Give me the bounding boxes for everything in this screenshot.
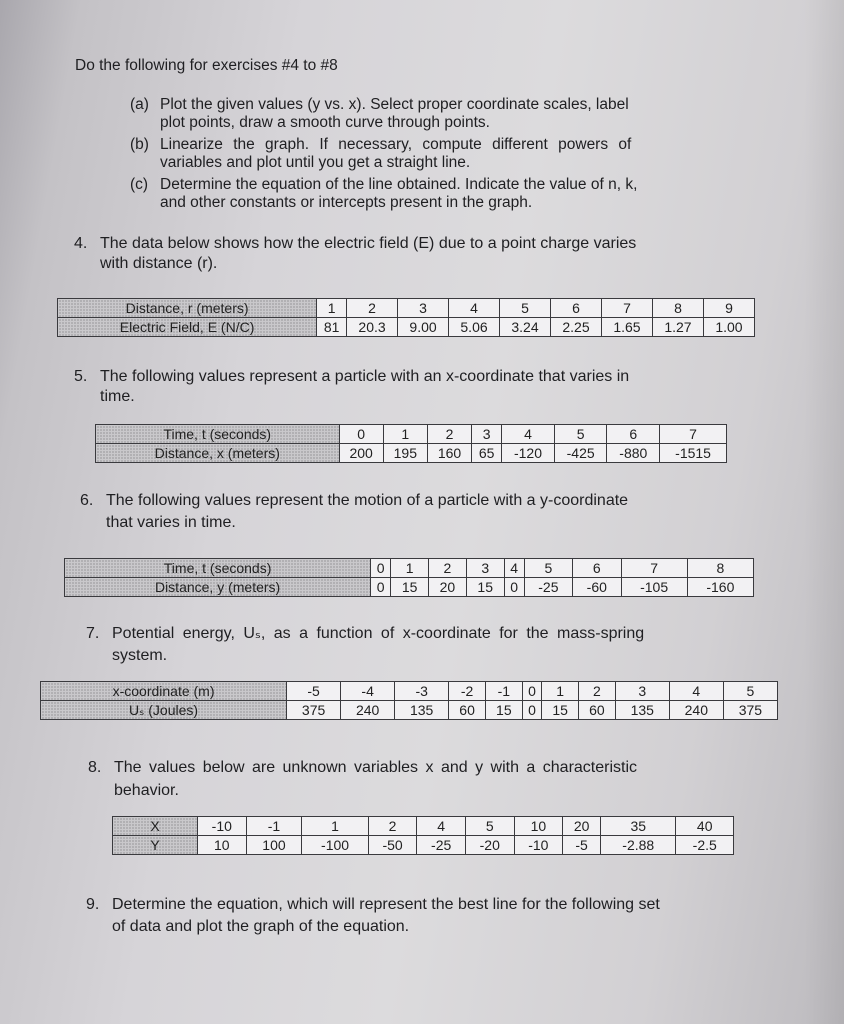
table-cell: -4 [341, 682, 395, 701]
table-cell: 1 [391, 559, 429, 578]
table-cell: 60 [449, 701, 486, 720]
instruction-label: (a) [130, 96, 149, 113]
exercise-text: time. [100, 388, 135, 405]
table-cell: 7 [660, 425, 727, 444]
table-cell: 5.06 [449, 318, 500, 337]
table-potential-energy [40, 681, 778, 720]
table-unknown-variables [112, 816, 734, 855]
table-cell: 375 [287, 701, 341, 720]
table-cell: -25 [524, 578, 572, 597]
table-cell: 7 [621, 559, 687, 578]
table-cell: 60 [579, 701, 616, 720]
exercise-text: Potential energy, Uₛ, as a function of x-coordinate for the mass-spring [112, 625, 645, 642]
table-cell: -10 [514, 836, 563, 855]
table-cell: 160 [427, 444, 471, 463]
table-cell: -3 [395, 682, 449, 701]
table-cell: 8 [652, 299, 703, 318]
table-cell: 5 [500, 299, 551, 318]
table-cell: 3 [398, 299, 449, 318]
table-cell: 375 [723, 701, 777, 720]
row-header: Uₛ (Joules) [41, 701, 287, 720]
table-cell: 240 [341, 701, 395, 720]
table-cell: 2 [579, 682, 616, 701]
table-cell: 100 [246, 836, 302, 855]
table-cell: 15 [542, 701, 579, 720]
table-cell: 240 [669, 701, 723, 720]
table-cell: -880 [607, 444, 660, 463]
table-cell: -5 [287, 682, 341, 701]
exercise-text: behavior. [114, 782, 179, 799]
exercise-text: with distance (r). [100, 255, 218, 272]
exercise-text: The data below shows how the electric field (E) due to a point charge varies [100, 235, 637, 252]
table-cell: -25 [417, 836, 466, 855]
table-cell: 3 [615, 682, 669, 701]
table-cell: 0 [504, 578, 524, 597]
table-cell: 8 [687, 559, 753, 578]
table-row [113, 836, 734, 855]
table-cell: 9.00 [398, 318, 449, 337]
table-cell: 5 [554, 425, 607, 444]
table-cell: -10 [198, 817, 247, 836]
exercise-text: The values below are unknown variables x and y with a characteristic [114, 759, 638, 776]
exercise-number: 5. [74, 368, 88, 385]
exercise-number: 7. [86, 625, 100, 642]
table-cell: -105 [621, 578, 687, 597]
table-cell: -1 [485, 682, 522, 701]
table-cell: -5 [563, 836, 601, 855]
table-cell: 10 [198, 836, 247, 855]
exercise-text: system. [112, 647, 168, 664]
table-cell: 81 [317, 318, 347, 337]
table-cell: 1.00 [703, 318, 754, 337]
page-shadow [804, 0, 844, 1024]
table-cell: 9 [703, 299, 754, 318]
table-cell: -2.88 [601, 836, 676, 855]
table-x-coordinate [95, 424, 727, 463]
table-cell: 1 [317, 299, 347, 318]
instruction-line: variables and plot until you get a straight line. [160, 154, 471, 171]
table-cell: 5 [723, 682, 777, 701]
table-cell: 195 [383, 444, 427, 463]
table-y-coordinate [64, 558, 754, 597]
instruction-label: (b) [130, 136, 149, 153]
table-cell: 20 [563, 817, 601, 836]
table-cell: -160 [687, 578, 753, 597]
table-cell: 0 [522, 682, 542, 701]
table-cell: 2 [429, 559, 467, 578]
exercise-text: that varies in time. [106, 514, 236, 531]
table-cell: 40 [676, 817, 734, 836]
table-cell: 3 [466, 559, 504, 578]
row-header: Electric Field, E (N/C) [58, 318, 317, 337]
table-row [65, 559, 754, 578]
row-header: Distance, r (meters) [58, 299, 317, 318]
table-cell: 7 [601, 299, 652, 318]
instruction-label: (c) [130, 176, 149, 193]
table-cell: 65 [472, 444, 502, 463]
table-cell: 4 [502, 425, 555, 444]
instruction-line: and other constants or intercepts present in the graph. [160, 194, 533, 211]
exercise-text: The following values represent a particle with an x-coordinate that varies in [100, 368, 630, 385]
table-cell: 1.27 [652, 318, 703, 337]
exercise-text: of data and plot the graph of the equation. [112, 918, 410, 935]
table-cell: 6 [551, 299, 602, 318]
table-cell: 3 [472, 425, 502, 444]
table-row [113, 817, 734, 836]
table-cell: 4 [669, 682, 723, 701]
table-cell: 6 [573, 559, 621, 578]
table-cell: -120 [502, 444, 555, 463]
table-cell: 6 [607, 425, 660, 444]
table-cell: 2 [347, 299, 398, 318]
row-header: Time, t (seconds) [65, 559, 371, 578]
table-row [41, 701, 778, 720]
table-cell: -2 [449, 682, 486, 701]
table-cell: -60 [573, 578, 621, 597]
row-header: Y [113, 836, 198, 855]
instruction-line: Plot the given values (y vs. x). Select proper coordinate scales, label [160, 96, 629, 113]
table-cell: 2.25 [551, 318, 602, 337]
table-cell: 20 [429, 578, 467, 597]
table-row [65, 578, 754, 597]
table-row [96, 425, 727, 444]
exercise-number: 4. [74, 235, 88, 252]
exercise-number: 6. [80, 492, 94, 509]
table-cell: 135 [615, 701, 669, 720]
table-cell: -1 [246, 817, 302, 836]
table-cell: 1 [383, 425, 427, 444]
table-cell: 0 [371, 578, 391, 597]
table-cell: 5 [465, 817, 514, 836]
table-row [58, 299, 755, 318]
table-row [58, 318, 755, 337]
table-cell: 10 [514, 817, 563, 836]
table-cell: -20 [465, 836, 514, 855]
table-cell: 5 [524, 559, 572, 578]
table-cell: 0 [339, 425, 383, 444]
table-row [96, 444, 727, 463]
row-header: X [113, 817, 198, 836]
table-cell: 35 [601, 817, 676, 836]
exercise-text: Determine the equation, which will represent the best line for the following set [112, 896, 660, 913]
table-row [41, 682, 778, 701]
table-cell: -1515 [660, 444, 727, 463]
table-cell: 3.24 [500, 318, 551, 337]
table-cell: 15 [391, 578, 429, 597]
table-cell: 15 [485, 701, 522, 720]
table-cell: -100 [302, 836, 368, 855]
table-cell: 135 [395, 701, 449, 720]
instruction-line: Determine the equation of the line obtained. Indicate the value of n, k, [160, 176, 638, 193]
exercise-number: 9. [86, 896, 100, 913]
table-cell: -2.5 [676, 836, 734, 855]
exercise-number: 8. [88, 759, 102, 776]
table-cell: 15 [466, 578, 504, 597]
instruction-line: plot points, draw a smooth curve through points. [160, 114, 490, 131]
table-cell: -50 [368, 836, 417, 855]
row-header: Distance, x (meters) [96, 444, 340, 463]
table-cell: -425 [554, 444, 607, 463]
instruction-line: Linearize the graph. If necessary, compute different powers of [160, 136, 632, 153]
worksheet-heading: Do the following for exercises #4 to #8 [75, 57, 338, 74]
table-cell: 0 [522, 701, 542, 720]
row-header: Distance, y (meters) [65, 578, 371, 597]
table-cell: 20.3 [347, 318, 398, 337]
table-cell: 4 [417, 817, 466, 836]
row-header: Time, t (seconds) [96, 425, 340, 444]
table-cell: 0 [371, 559, 391, 578]
exercise-text: The following values represent the motion of a particle with a y-coordinate [106, 492, 629, 509]
table-cell: 2 [368, 817, 417, 836]
table-cell: 1 [302, 817, 368, 836]
table-cell: 4 [449, 299, 500, 318]
table-cell: 200 [339, 444, 383, 463]
table-cell: 1.65 [601, 318, 652, 337]
table-cell: 1 [542, 682, 579, 701]
row-header: x-coordinate (m) [41, 682, 287, 701]
table-electric-field [57, 298, 755, 337]
table-cell: 2 [427, 425, 471, 444]
table-cell: 4 [504, 559, 524, 578]
